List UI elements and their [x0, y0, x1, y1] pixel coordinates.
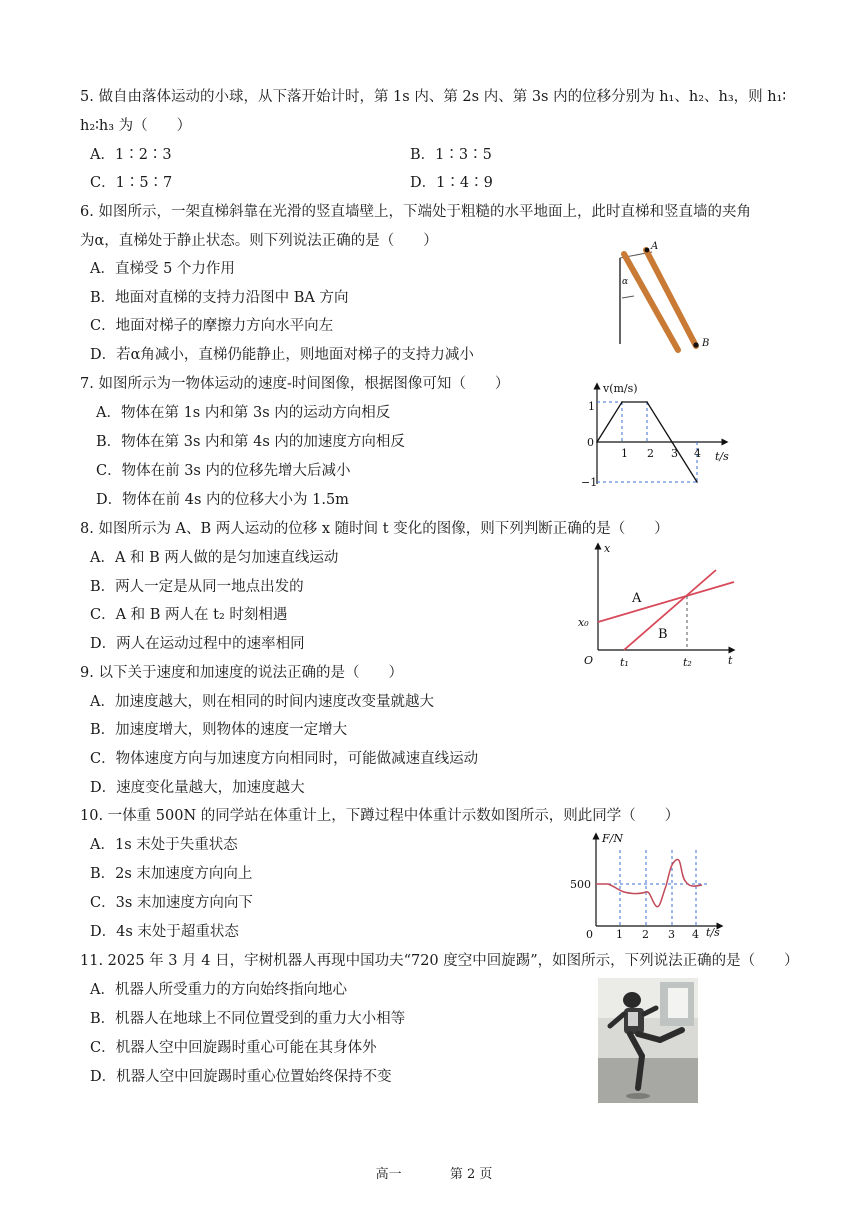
ft-ytick-500: 500	[570, 878, 591, 891]
footer-grade: 高一	[375, 1167, 402, 1182]
xt-t1-label: t₁	[620, 656, 629, 669]
vt-ylabel: v(m/s)	[603, 382, 638, 395]
ft-series-line	[596, 859, 702, 906]
ft-xlabel: t/s	[706, 926, 720, 939]
q5-stem-line1: 5. 做自由落体运动的小球，从下落开始计时，第 1s 内、第 2s 内、第 3s 内的位移分别为 h₁、h₂、h₃，则 h₁∶	[80, 89, 787, 105]
q11-stem: 11. 2025 年 3 月 4 日，宇树机器人再现中国功夫“720 度空中回旋踢”，如图所示，下列说法正确的是（ ）	[80, 953, 799, 969]
vt-xtick-4: 4	[694, 447, 701, 460]
xt-series-a-label: A	[632, 591, 642, 606]
ft-xtick-2: 2	[642, 928, 649, 941]
q8-stem: 8. 如图所示为 A、B 两人运动的位移 x 随时间 t 变化的图像，则下列判断正确的是（ ）	[80, 521, 669, 537]
vt-xtick-2: 2	[647, 447, 654, 460]
q8-option-b: B．两人一定是从同一地点出发的	[90, 579, 304, 595]
q7-option-b: B．物体在第 3s 内和第 4s 内的加速度方向相反	[96, 434, 405, 450]
q7-stem: 7. 如图所示为一物体运动的速度-时间图像，根据图像可知（ ）	[80, 376, 510, 392]
ft-origin: 0	[586, 928, 593, 941]
ft-xtick-3: 3	[668, 928, 675, 941]
q10-stem: 10. 一体重 500N 的同学站在体重计上，下蹲过程中体重计示数如图所示，则此同学（ ）	[80, 808, 680, 824]
page-footer	[0, 1163, 868, 1182]
q6-option-a: A．直梯受 5 个力作用	[90, 261, 235, 277]
xt-t2-label: t₂	[683, 656, 692, 669]
q10-option-a: A．1s 末处于失重状态	[90, 837, 238, 853]
q6-stem-line2: 为α，直梯处于静止状态。则下列说法正确的是（ ）	[80, 233, 438, 249]
q6-option-b: B．地面对直梯的支持力沿图中 BA 方向	[90, 290, 349, 306]
vt-ytick-neg: −1	[581, 476, 598, 489]
xt-ylabel: x	[604, 542, 611, 555]
q5-option-d: D．1∶4∶9	[410, 175, 493, 191]
q5-option-b: B．1∶3∶5	[410, 147, 492, 163]
ladder-label-b: B	[702, 338, 710, 349]
vt-xlabel: t/s	[715, 450, 729, 463]
vt-ytick-pos: 1	[588, 400, 595, 413]
ladder-figure	[598, 240, 718, 350]
q8-option-c: C．A 和 B 两人在 t₂ 时刻相遇	[90, 607, 288, 623]
q11-option-b: B．机器人在地球上不同位置受到的重力大小相等	[90, 1011, 406, 1027]
q7-option-c: C．物体在前 3s 内的位移先增大后减小	[96, 463, 351, 479]
q10-option-c: C．3s 末加速度方向向下	[90, 895, 253, 911]
q11-option-a: A．机器人所受重力的方向始终指向地心	[90, 982, 347, 998]
xt-x0-label: x₀	[578, 616, 589, 629]
q10-option-d: D．4s 末处于超重状态	[90, 924, 239, 940]
q5-option-c: C．1∶5∶7	[90, 175, 173, 191]
force-time-chart	[570, 830, 730, 942]
footer-page-number: 第 2 页	[449, 1167, 493, 1182]
q8-option-a: A．A 和 B 两人做的是匀加速直线运动	[90, 550, 339, 566]
q9-option-b: B．加速度增大，则物体的速度一定增大	[90, 722, 348, 738]
velocity-time-chart	[575, 380, 735, 492]
q8-option-d: D．两人在运动过程中的速率相同	[90, 636, 305, 652]
q6-option-c: C．地面对梯子的摩擦力方向水平向左	[90, 318, 334, 334]
ft-ylabel: F/N	[602, 832, 623, 845]
q5-option-a: A．1∶2∶3	[90, 147, 172, 163]
xt-series-b-label: B	[658, 627, 668, 642]
xt-xlabel: t	[728, 654, 733, 667]
ladder-label-a: A	[651, 241, 659, 252]
q9-option-a: A．加速度越大，则在相同的时间内速度改变量就越大	[90, 694, 434, 710]
q9-stem: 9. 以下关于速度和加速度的说法正确的是（ ）	[80, 665, 403, 681]
q7-option-a: A．物体在第 1s 内和第 3s 内的运动方向相反	[96, 405, 391, 421]
xt-origin: O	[584, 654, 594, 667]
ft-xtick-1: 1	[616, 928, 623, 941]
q11-option-c: C．机器人空中回旋踢时重心可能在其身体外	[90, 1040, 377, 1056]
q7-option-d: D．物体在前 4s 内的位移大小为 1.5m	[96, 492, 349, 508]
vt-xtick-3: 3	[671, 447, 678, 460]
xt-series-a-line	[598, 582, 734, 622]
q9-option-d: D．速度变化量越大，加速度越大	[90, 780, 305, 796]
ladder-angle-label: α	[622, 277, 629, 287]
robot-kick-photo	[598, 978, 698, 1103]
vt-origin: 0	[587, 436, 594, 449]
q6-option-d: D．若α角减小，直梯仍能静止，则地面对梯子的支持力减小	[90, 347, 474, 363]
position-time-chart	[570, 540, 740, 672]
q6-stem-line1: 6. 如图所示，一架直梯斜靠在光滑的竖直墙壁上，下端处于粗糙的水平地面上，此时直梯和竖直墙的夹角	[80, 204, 751, 220]
q10-option-b: B．2s 末加速度方向向上	[90, 866, 253, 882]
q5-stem-line2: h₂∶h₃ 为（ ）	[80, 118, 192, 134]
q11-option-d: D．机器人空中回旋踢时重心位置始终保持不变	[90, 1069, 392, 1085]
vt-xtick-1: 1	[621, 447, 628, 460]
q9-option-c: C．物体速度方向与加速度方向相同时，可能做减速直线运动	[90, 751, 479, 767]
ft-xtick-4: 4	[692, 928, 699, 941]
